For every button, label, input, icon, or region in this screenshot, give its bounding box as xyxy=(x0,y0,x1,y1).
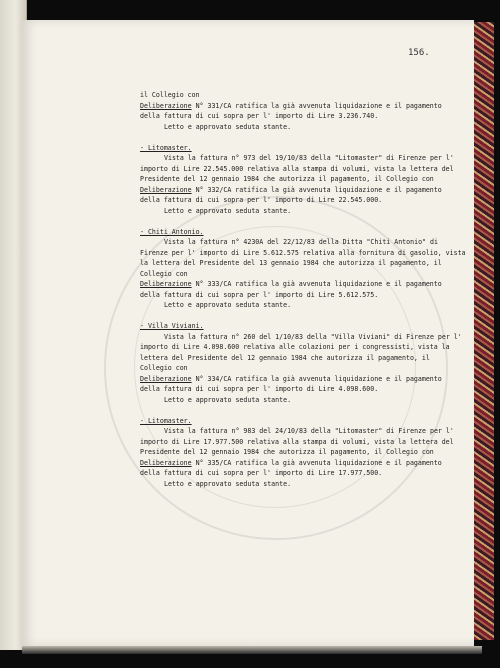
section-heading-text: - Villa Viviani. xyxy=(140,322,204,330)
text-line: Letto e approvato seduta stante. xyxy=(164,479,292,488)
text-line: Letto e approvato seduta stante. xyxy=(164,301,292,309)
text-line: Collegio con xyxy=(140,364,188,372)
section-heading-text: - Litomaster. xyxy=(140,416,192,425)
section-heading xyxy=(140,143,422,154)
text-line xyxy=(140,374,442,385)
spacer xyxy=(140,132,422,143)
deliberazione-label: Deliberazione xyxy=(140,458,192,467)
text-line: Letto e approvato seduta stante. xyxy=(164,395,292,404)
text-line: Vista la fattura n° 983 del 24/10/83 della "Litomaster" di Firenze per l' xyxy=(164,427,454,435)
section-heading xyxy=(140,321,422,332)
text-line: il Collegio con xyxy=(140,91,200,99)
text-line: Presidente del 12 gennaio 1984 che autorizza il pagamento, il Collegio con xyxy=(140,175,434,183)
text-line: Presidente del 12 gennaio 1984 che autorizza il pagamento, il Collegio con xyxy=(140,448,434,456)
text-line: importo di Lire 22.545.000 relativa alla stampa di volumi, vista la lettera del xyxy=(140,164,454,173)
document-body xyxy=(140,90,466,489)
text-line: Collegio con xyxy=(140,269,188,278)
deliberazione-label: Deliberazione xyxy=(140,280,192,288)
spacer xyxy=(140,405,422,416)
text-line-rest: N° 335/CA ratifica la già avvenuta liquidazione e il pagamento xyxy=(191,458,442,467)
section-heading xyxy=(140,416,422,427)
deliberazione-label: Deliberazione xyxy=(140,185,192,194)
text-line: Vista la fattura n° 973 del 19/10/83 della "Litomaster" di Firenze per l' xyxy=(164,154,454,162)
text-line: della fattura di cui sopra per l' importo di Lire 4.098.600. xyxy=(140,385,379,393)
text-line-rest: N° 331/CA ratifica la già avvenuta liquidazione e il pagamento xyxy=(191,101,442,110)
spacer xyxy=(140,216,422,227)
text-line: Vista la fattura n° 4230A del 22/12/83 della Ditta "Chiti Antonio" di xyxy=(164,238,438,246)
text-line: della fattura di cui sopra per l' importo di Lire 3.236.740. xyxy=(140,112,379,120)
section-heading-text: - Litomaster. xyxy=(140,143,192,152)
text-line: la lettera del Presidente del 13 gennaio 1984 che autorizza il pagamento, il xyxy=(140,259,442,267)
text-line: importo di Lire 17.977.500 relativa alla stampa di volumi, vista la lettera del xyxy=(140,437,454,446)
section-heading xyxy=(140,227,422,238)
text-line xyxy=(140,458,442,469)
text-line: lettera del Presidente del 12 gennaio 1984 che autorizza il pagamento, il xyxy=(140,353,430,362)
deliberazione-label: Deliberazione xyxy=(140,101,192,110)
marbled-book-edge xyxy=(474,22,494,640)
text-line: Letto e approvato seduta stante. xyxy=(164,206,292,215)
text-line: della fattura di cui sopra per l' importo di Lire 22.545.000. xyxy=(140,196,383,204)
text-line xyxy=(140,185,442,196)
text-line: della fattura di cui sopra per l' importo di Lire 17.977.500. xyxy=(140,469,383,477)
text-line-rest: N° 334/CA ratifica la già avvenuta liquidazione e il pagamento xyxy=(191,374,442,383)
text-line xyxy=(140,101,442,112)
text-line: importo di Lire 4.098.600 relativa alle colazioni per i congressisti, vista la xyxy=(140,343,450,351)
page-bottom-edge xyxy=(22,646,482,654)
page-number: 156. xyxy=(408,48,430,58)
text-line: Firenze per l' importo di Lire 5.612.575 relativa alla fornitura di gasolio, vista xyxy=(140,248,466,257)
text-line-rest: N° 333/CA ratifica la già avvenuta liquidazione e il pagamento xyxy=(191,280,442,288)
text-line-rest: N° 332/CA ratifica la già avvenuta liquidazione e il pagamento xyxy=(191,185,442,194)
spacer xyxy=(140,311,422,322)
section-heading-text: - Chiti Antonio. xyxy=(140,227,204,236)
text-line xyxy=(140,279,442,290)
text-line: Vista la fattura n° 260 del 1/10/83 della "Villa Viviani" di Firenze per l' xyxy=(164,332,462,341)
text-line: Letto e approvato seduta stante. xyxy=(164,122,292,131)
text-line: della fattura di cui sopra per l' importo di Lire 5.612.575. xyxy=(140,290,379,299)
deliberazione-label: Deliberazione xyxy=(140,374,192,383)
